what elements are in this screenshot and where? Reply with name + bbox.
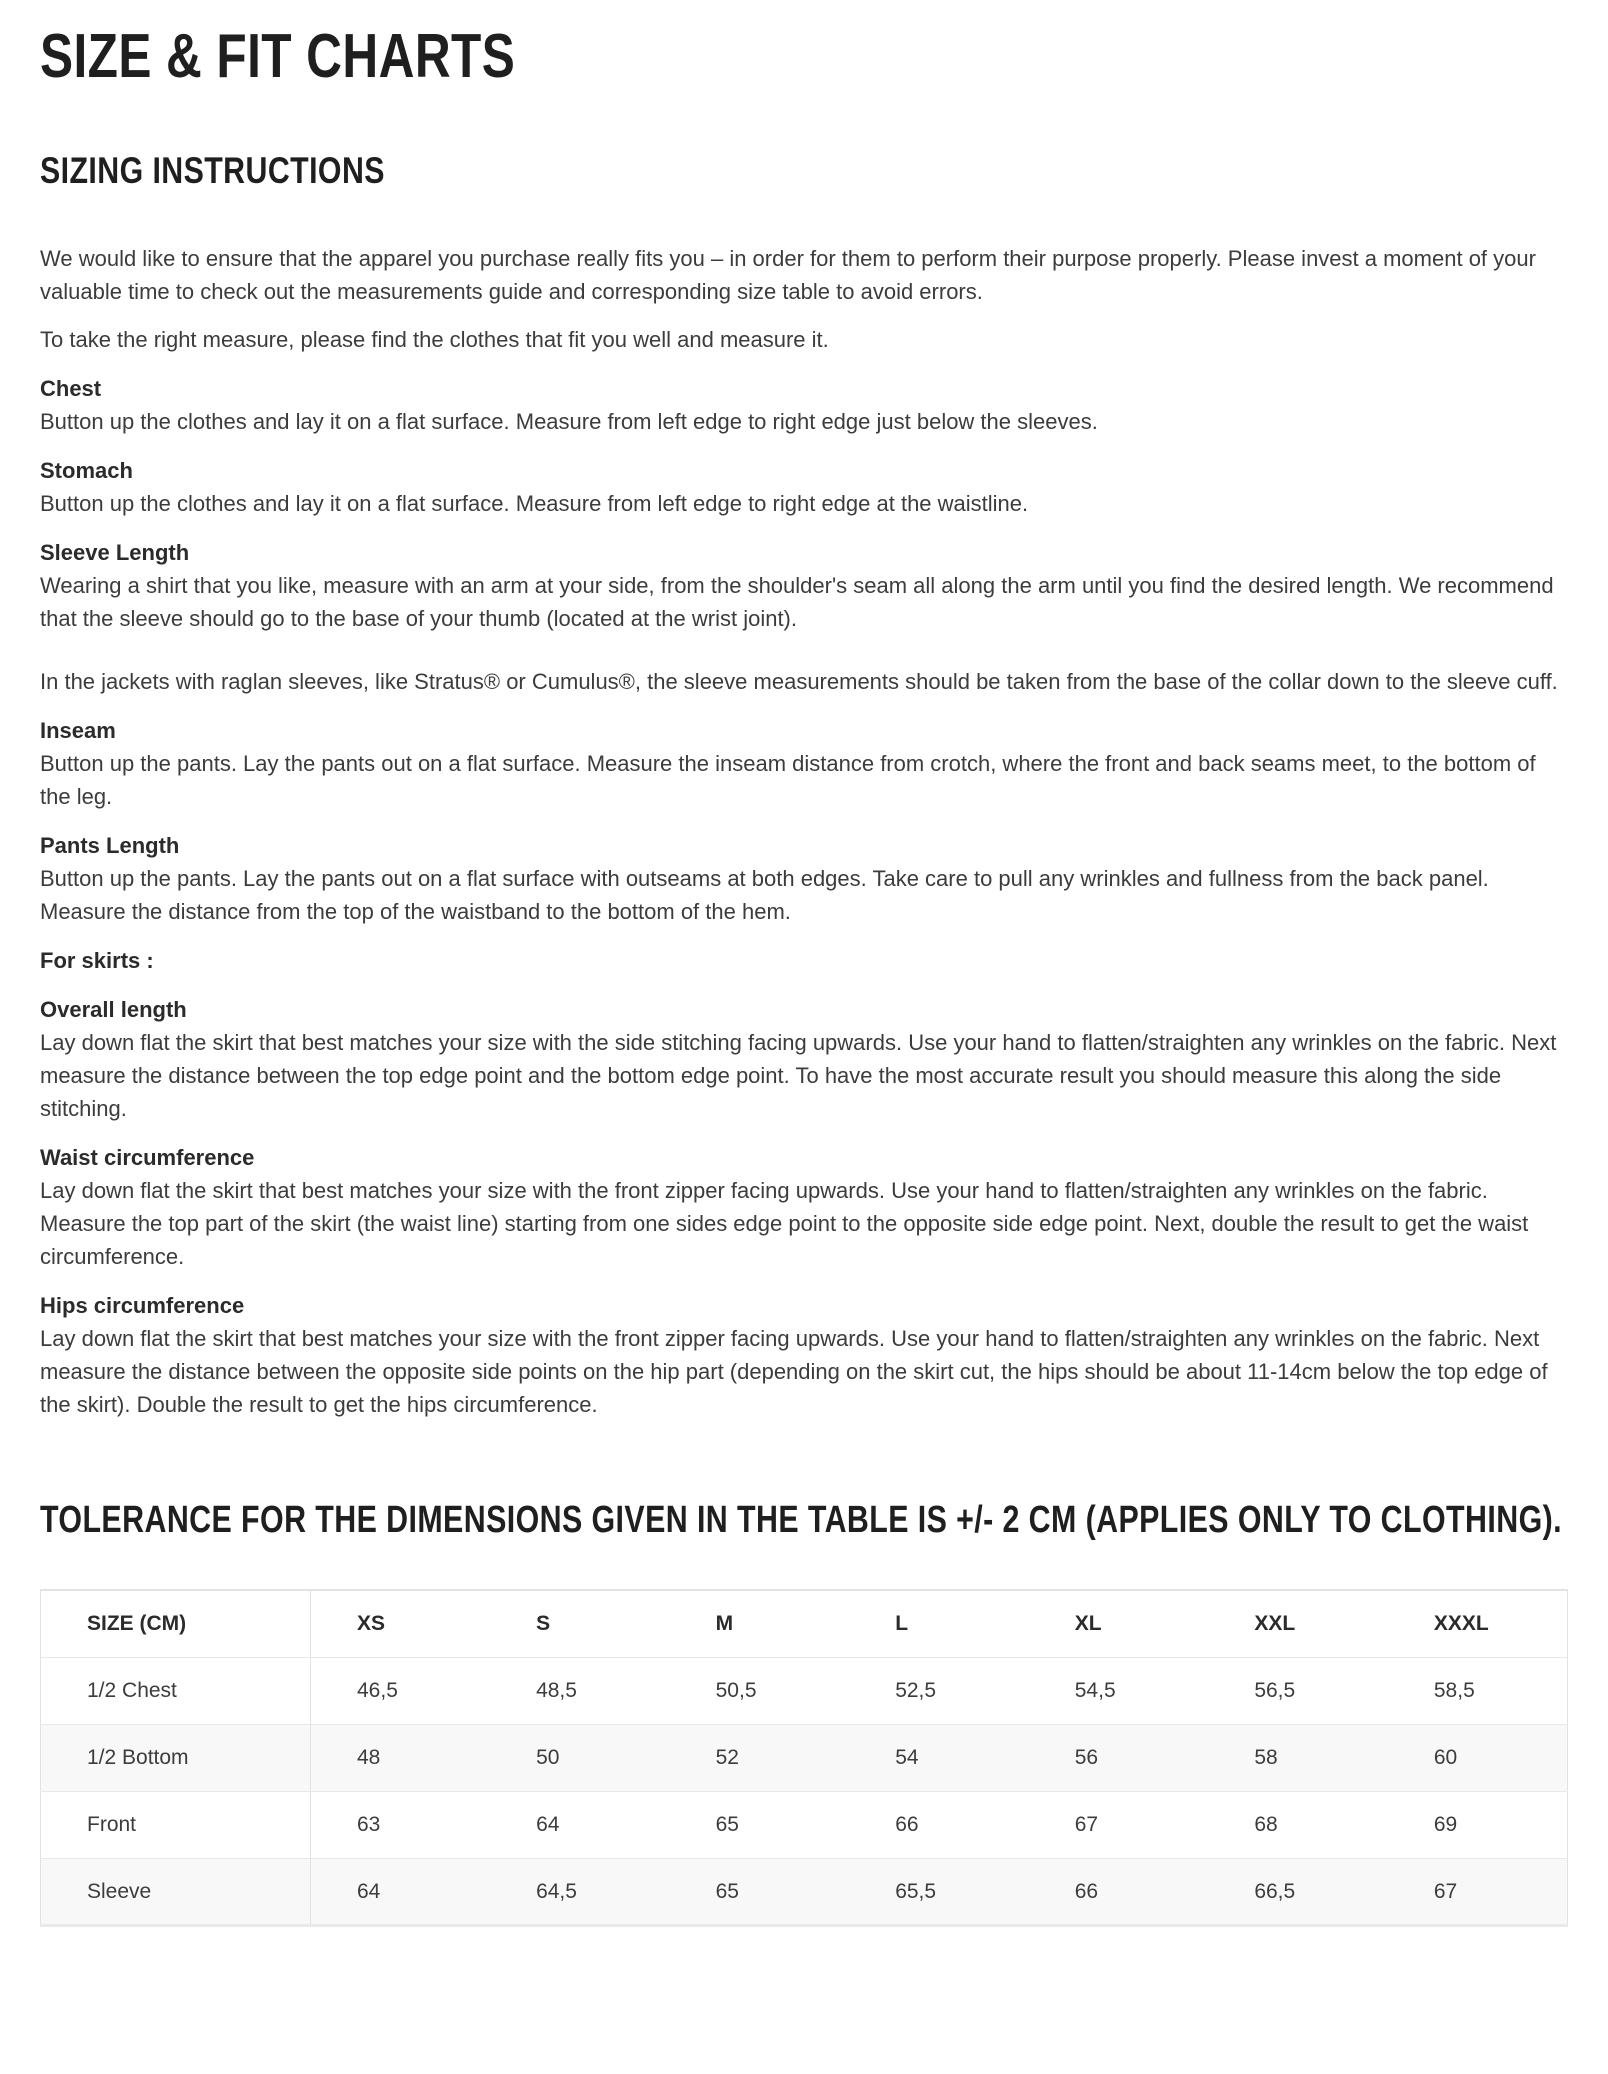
intro-paragraph-2: To take the right measure, please find the clothes that fit you well and measure it. (40, 327, 829, 352)
section-body: Lay down flat the skirt that best matches your size with the front zipper facing upwards. Use your hand to flatten/straighten any wrinkles on the fabric. Next measure the distance between the opposite side points on the hip part (depending on the skirt cut, the hips should be about 11-14cm below the top edge of the skirt). Double the result to get the hips circumference. (40, 1326, 1548, 1417)
value-cell: 64 (536, 1813, 560, 1836)
section-hips-circumference (40, 1289, 1568, 1421)
value-cell: 66 (895, 1813, 919, 1836)
section-heading: Overall length (40, 997, 187, 1022)
sizing-instructions-heading: SIZING INSTRUCTIONS (40, 150, 385, 191)
table-header-row (41, 1590, 1568, 1657)
section-body: Button up the pants. Lay the pants out on a flat surface with outseams at both edges. Take care to pull any wrinkles and fullness from the back panel. Measure the distance from the top of the waistband to the bottom of the hem. (40, 866, 1489, 924)
header-cell-xxl: XXL (1254, 1612, 1296, 1636)
value-cell: 69 (1433, 1813, 1458, 1836)
tolerance-heading: TOLERANCE FOR THE DIMENSIONS GIVEN IN THE TABLE IS +/- 2 CM (APPLIES ONLY TO CLOTHING). (40, 1499, 1562, 1541)
value-cell: 48,5 (536, 1679, 577, 1702)
section-heading: Waist circumference (40, 1145, 255, 1170)
size-table (40, 1589, 1568, 1927)
value-cell: 56 (1074, 1746, 1099, 1769)
section-stomach (40, 454, 1568, 520)
section-heading: Chest (40, 376, 102, 401)
value-cell: 50 (536, 1746, 560, 1769)
section-heading: Hips circumference (40, 1293, 245, 1318)
value-cell: 64 (357, 1879, 381, 1903)
header-cell-size-cm: SIZE (CM) (41, 1590, 311, 1657)
section-waist-circumference (40, 1141, 1568, 1273)
value-cell: 58,5 (1433, 1679, 1475, 1702)
section-heading: Inseam (40, 718, 116, 743)
value-cell: 68 (1254, 1813, 1278, 1836)
row-label-cell: 1/2 Bottom (41, 1724, 311, 1791)
page-title: SIZE & FIT CHARTS (40, 22, 516, 91)
value-cell: 50,5 (715, 1679, 757, 1702)
header-cell-xxxl: XXXL (1433, 1612, 1489, 1636)
value-cell: 67 (1074, 1813, 1099, 1836)
header-cell-l: L (895, 1612, 909, 1636)
value-cell: 67 (1433, 1879, 1458, 1903)
value-cell: 65 (715, 1813, 739, 1836)
section-heading: Pants Length (40, 833, 180, 858)
section-overall-length (40, 993, 1568, 1125)
header-cell-xl: XL (1074, 1612, 1102, 1636)
value-cell: 52,5 (895, 1679, 937, 1702)
value-cell: 48 (357, 1746, 381, 1769)
value-cell: 65 (715, 1879, 739, 1903)
row-label-cell: 1/2 Chest (41, 1657, 311, 1724)
value-cell: 65,5 (895, 1879, 937, 1903)
section-body: Button up the clothes and lay it on a flat surface. Measure from left edge to right edge at the waistline. (40, 491, 1029, 516)
row-label-cell: Sleeve (41, 1858, 311, 1925)
value-cell: 63 (357, 1813, 381, 1836)
section-heading: Stomach (40, 458, 133, 483)
section-heading: Sleeve Length (40, 540, 190, 565)
section-body: Lay down flat the skirt that best matches your size with the side stitching facing upwards. Use your hand to flatten/straighten any wrinkles on the fabric. Next measure the distance between the top edge point and the bottom edge point. To have the most accurate result you should measure this along the side stitching. (40, 1030, 1557, 1121)
row-label-cell: Front (41, 1791, 311, 1858)
table-row-half-chest (41, 1657, 1568, 1724)
section-sleeve-length (40, 536, 1568, 635)
section-body: Wearing a shirt that you like, measure with an arm at your side, from the shoulder's seam all along the arm until you find the desired length. We recommend that the sleeve should go to the base of your thumb (located at the wrist joint). (40, 573, 1554, 631)
section-body: Lay down flat the skirt that best matches your size with the front zipper facing upwards. Use your hand to flatten/straighten any wrinkles on the fabric. Measure the top part of the skirt (the waist line) starting from one sides edge point to the opposite side edge point. Next, double the result to get the waist circumference. (40, 1178, 1529, 1269)
header-cell-s: S (536, 1612, 551, 1636)
value-cell: 46,5 (357, 1679, 398, 1702)
value-cell: 56,5 (1254, 1679, 1296, 1702)
value-cell: 54 (895, 1746, 919, 1769)
value-cell: 60 (1433, 1746, 1458, 1769)
section-body: Button up the clothes and lay it on a flat surface. Measure from left edge to right edge just below the sleeves. (40, 409, 1098, 434)
value-cell: 66 (1074, 1879, 1099, 1903)
table-row-sleeve (41, 1858, 1568, 1925)
section-body: Button up the pants. Lay the pants out on a flat surface. Measure the inseam distance from crotch, where the front and back seams meet, to the bottom of the leg. (40, 751, 1536, 809)
intro-paragraph-1: We would like to ensure that the apparel you purchase really fits you – in order for them to perform their purpose properly. Please invest a moment of your valuable time to check out the measurements guide and corresponding size table to avoid errors. (40, 246, 1536, 304)
value-cell: 58 (1254, 1746, 1278, 1769)
section-chest (40, 372, 1568, 438)
section-inseam (40, 714, 1568, 813)
table-row-front (41, 1791, 1568, 1858)
value-cell: 54,5 (1074, 1679, 1116, 1702)
header-cell-xs: XS (357, 1612, 386, 1636)
value-cell: 66,5 (1254, 1879, 1296, 1903)
size-fit-page (0, 22, 1608, 1967)
value-cell: 64,5 (536, 1879, 577, 1903)
for-skirts-label: For skirts : (40, 948, 154, 973)
table-row-half-bottom (41, 1724, 1568, 1791)
raglan-sleeves-note: In the jackets with raglan sleeves, like Stratus® or Cumulus®, the sleeve measurements should be taken from the base of the collar down to the sleeve cuff. (40, 669, 1558, 694)
value-cell: 52 (715, 1746, 739, 1769)
header-cell-m: M (715, 1612, 734, 1636)
section-pants-length (40, 829, 1568, 928)
